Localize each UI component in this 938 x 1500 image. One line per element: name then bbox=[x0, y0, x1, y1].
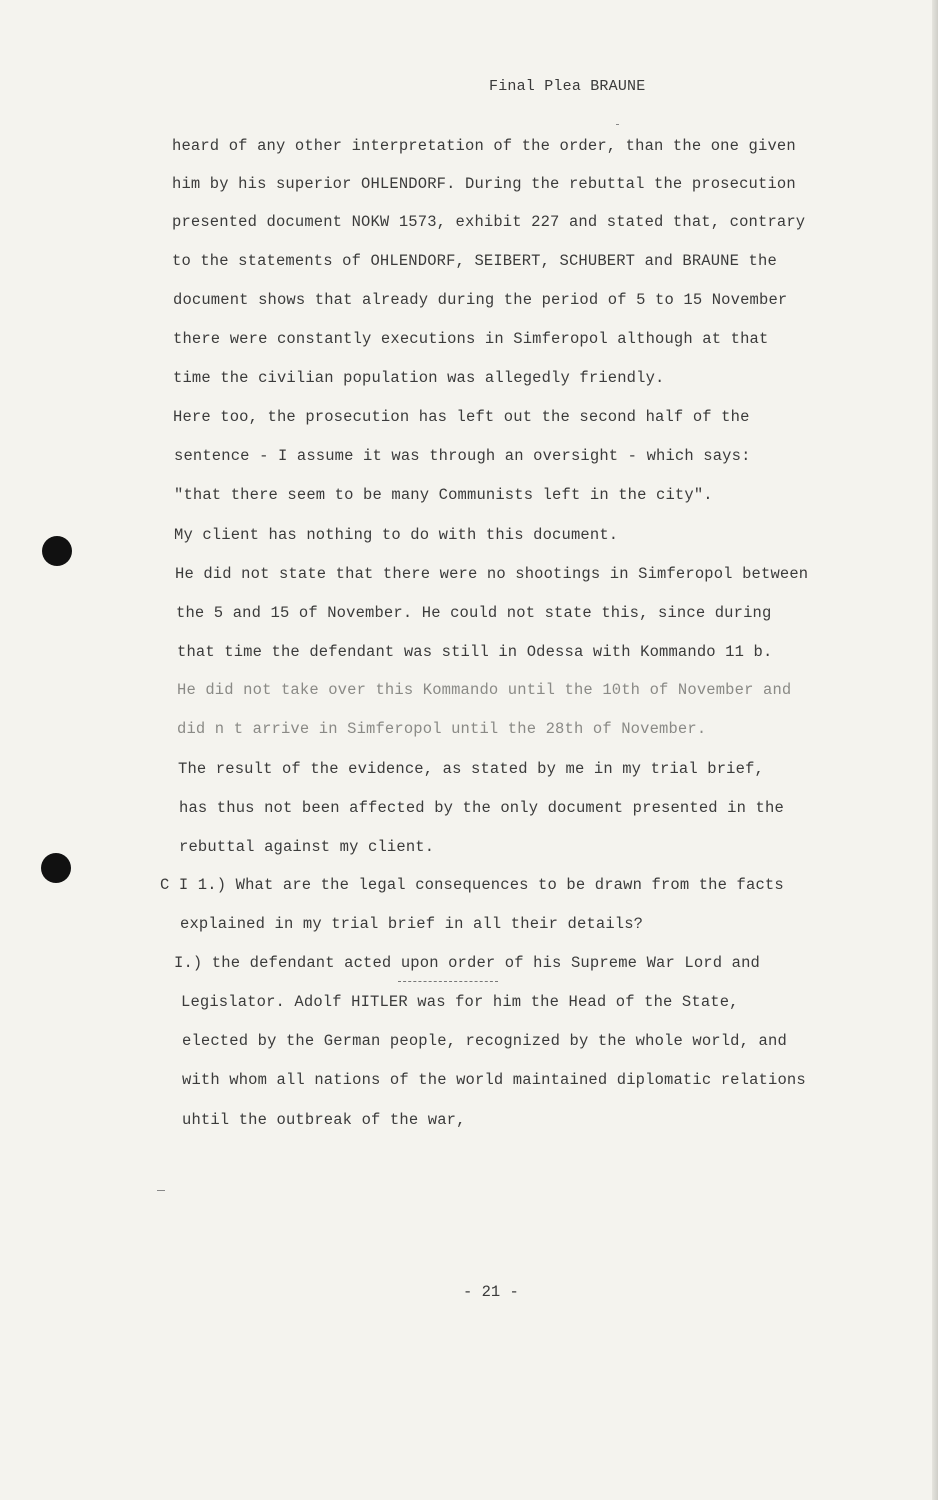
text-line: document shows that already during the period of 5 to 15 November bbox=[173, 291, 788, 309]
text-line: elected by the German people, recognized by the whole world, and bbox=[182, 1032, 787, 1050]
text-line: rebuttal against my client. bbox=[179, 838, 435, 856]
text-line: sentence - I assume it was through an oversight - which says: bbox=[174, 447, 751, 465]
text-line: "that there seem to be many Communists left in the city". bbox=[174, 486, 713, 504]
page-number: - 21 - bbox=[463, 1283, 519, 1301]
text-line: did n t arrive in Simferopol until the 28th of November. bbox=[177, 720, 707, 738]
text-line: with whom all nations of the world maintained diplomatic relations bbox=[182, 1071, 806, 1089]
text-line: has thus not been affected by the only document presented in the bbox=[179, 799, 784, 817]
text-line: Here too, the prosecution has left out the second half of the bbox=[173, 408, 750, 426]
text-line: heard of any other interpretation of the order, than the one given bbox=[172, 137, 796, 155]
punch-hole-lower bbox=[41, 853, 71, 883]
text-line: uhtil the outbreak of the war, bbox=[182, 1111, 466, 1129]
text-line: I.) the defendant acted upon order of his Supreme War Lord and bbox=[174, 954, 760, 972]
underline-mark bbox=[398, 981, 498, 982]
text-line: that time the defendant was still in Odessa with Kommando 11 b. bbox=[177, 643, 773, 661]
text-line: The result of the evidence, as stated by me in my trial brief, bbox=[178, 760, 764, 778]
text-line: He did not state that there were no shootings in Simferopol between bbox=[175, 565, 809, 583]
text-line: there were constantly executions in Simferopol although at that bbox=[173, 330, 769, 348]
text-line: Legislator. Adolf HITLER was for him the Head of the State, bbox=[181, 993, 739, 1011]
text-line: My client has nothing to do with this document. bbox=[174, 526, 619, 544]
text-line: time the civilian population was allegedly friendly. bbox=[173, 369, 665, 387]
page-edge bbox=[932, 0, 938, 1500]
text-line: him by his superior OHLENDORF. During the rebuttal the prosecution bbox=[172, 175, 796, 193]
punch-hole-upper bbox=[42, 536, 72, 566]
text-line: the 5 and 15 of November. He could not state this, since during bbox=[176, 604, 772, 622]
text-line: C I 1.) What are the legal consequences to be drawn from the facts bbox=[160, 876, 784, 894]
ink-speck bbox=[616, 124, 619, 125]
text-line: He did not take over this Kommando until the 10th of November and bbox=[177, 681, 792, 699]
ink-speck bbox=[157, 1190, 165, 1191]
page-header: Final Plea BRAUNE bbox=[489, 78, 646, 95]
text-line: explained in my trial brief in all their details? bbox=[180, 915, 644, 933]
text-line: presented document NOKW 1573, exhibit 227 and stated that, contrary bbox=[172, 213, 806, 231]
text-line: to the statements of OHLENDORF, SEIBERT, SCHUBERT and BRAUNE the bbox=[172, 252, 777, 270]
